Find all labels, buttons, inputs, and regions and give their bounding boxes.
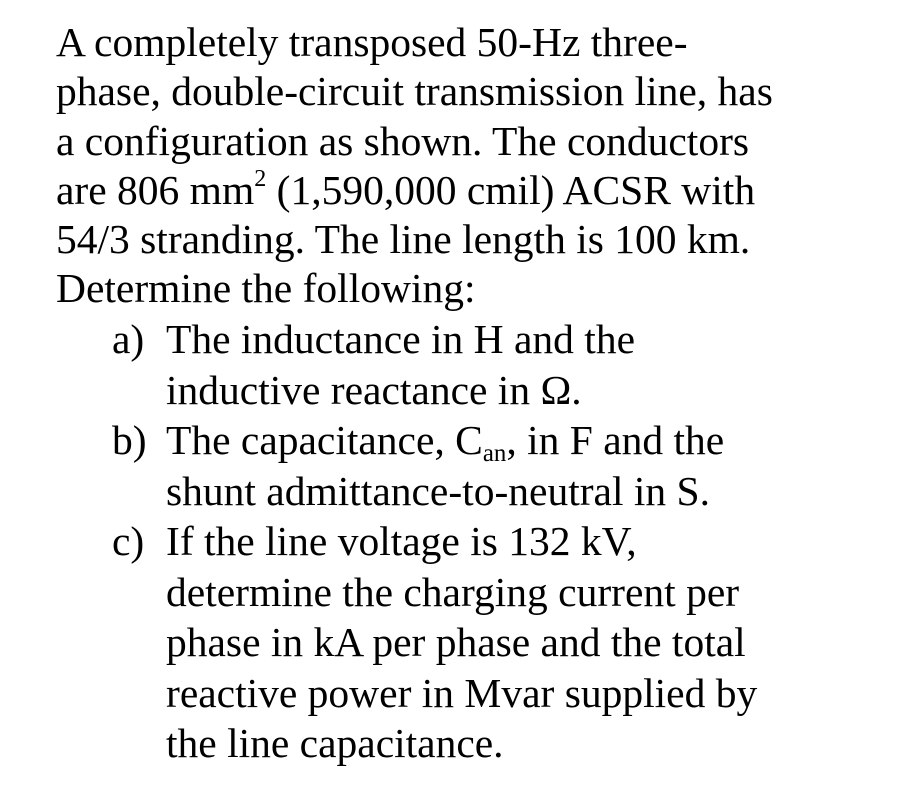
- conductor-spec-text: (1,590,000 cmil) ACSR with: [266, 166, 756, 213]
- part-line: shunt admittance-to-neutral in S.: [166, 467, 710, 514]
- problem-statement: [56, 18, 856, 314]
- statement-line: A completely transposed 50-Hz three-: [56, 19, 688, 65]
- part-line: [166, 415, 872, 466]
- capacitance-subscript: an: [482, 439, 507, 467]
- statement-line: [56, 166, 856, 215]
- part-line: phase in kA per phase and the total: [166, 619, 746, 665]
- squared-superscript: 2: [254, 165, 267, 192]
- capacitance-line-rest: , in F and the: [506, 417, 725, 463]
- conductor-size-text: are 806 mm: [56, 166, 255, 213]
- part-marker: a): [112, 316, 145, 362]
- question-parts-list: [112, 314, 872, 769]
- part-marker: b): [112, 417, 147, 463]
- capacitance-label: The capacitance, C: [166, 417, 483, 463]
- part-line: determine the charging current per: [166, 568, 740, 615]
- part-line: reactive power in Mvar supplied by: [166, 669, 758, 716]
- statement-line: Determine the following:: [56, 265, 476, 312]
- part-line: The inductance in H and the: [166, 316, 636, 362]
- statement-line: a configuration as shown. The conductors: [56, 117, 750, 164]
- question-part-b: [112, 415, 872, 516]
- question-part-a: [112, 314, 872, 415]
- part-line: If the line voltage is 132 kV,: [166, 518, 637, 564]
- part-line: inductive reactance in Ω.: [166, 366, 582, 413]
- part-line: the line capacitance.: [166, 720, 504, 766]
- statement-line: 54/3 stranding. The line length is 100 km.: [56, 216, 751, 263]
- question-part-c: [112, 516, 872, 769]
- part-marker: c): [112, 518, 145, 564]
- statement-line: phase, double-circuit transmission line, has: [56, 68, 773, 115]
